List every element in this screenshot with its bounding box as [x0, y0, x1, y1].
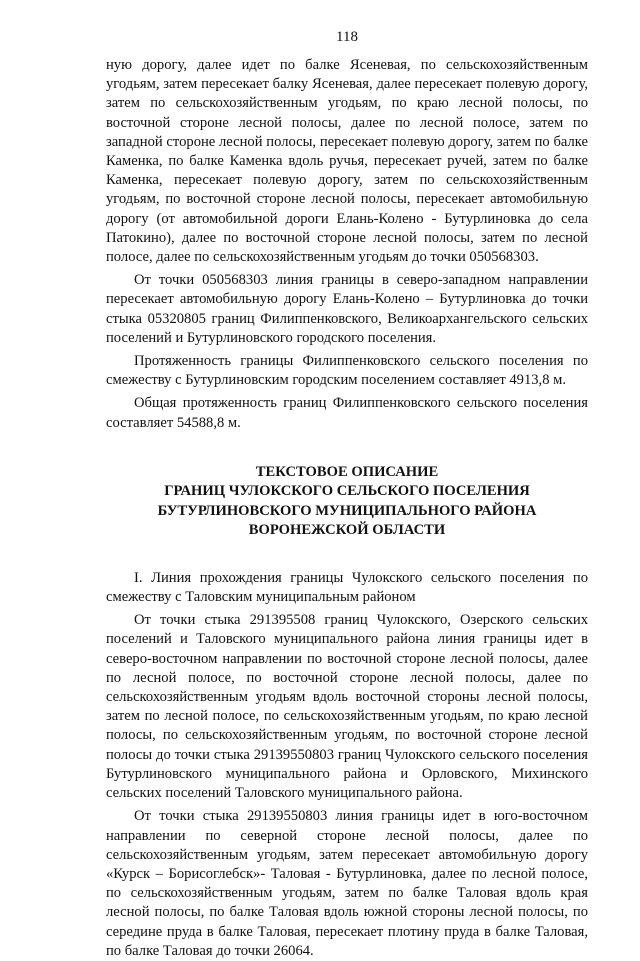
heading-line-1: ТЕКСТОВОЕ ОПИСАНИЕ: [255, 463, 439, 480]
paragraph-continuation: ную дорогу, далее идет по балке Ясеневая, по сельскохозяйственным угодьям, затем пересекает балку Ясеневая, далее пересекает полевую дорогу, затем по сельскохозяйственным угодьям, по краю лесной полосы, по восточной стороне лесной полосы, далее по лесной полосе, затем по западной стороне лесной полосы, пересекает полевую дорогу, затем по балке Каменка, по балке Каменка вдоль ручья, пересекает ручей, затем по балке Каменка, пересекает полевую дорогу, затем по сельскохозяйственным угодьям, по восточной стороне лесной полосы, пересекает автомобильную дорогу (от автомобильной дороги Елань-Колено - Бутурлиновка до села Патокино), далее по восточной стороне лесной полосы, затем по лесной полосе, далее по сельскохозяйственным угодьям до точки 050568303.: [106, 57, 588, 266]
heading-line-2: ГРАНИЦ ЧУЛОКСКОГО СЕЛЬСКОГО ПОСЕЛЕНИЯ: [164, 483, 530, 500]
heading-line-3: БУТУРЛИНОВСКОГО МУНИЦИПАЛЬНОГО РАЙОНА: [157, 502, 537, 519]
paragraph-total-length: Общая протяженность границ Филиппенковского сельского поселения составляет 54588,8 м.: [106, 395, 588, 431]
paragraph-northeast-boundary: От точки стыка 291395508 границ Чулокского, Озерского сельских поселений и Таловского муниципального района линия границы идет в северо-восточном направлении по восточной стороне лесной полосы, далее по лесной полосе, по восточной стороне лесной полосы, далее по сельскохозяйственным угодьям вдоль восточной стороны лесной полосы, затем по лесной полосе, по сельскохозяйственным угодьям, по краю лесной полосы, по сельскохозяйственным угодьям, по восточной стороне лесной полосы до точки стыка 29139550803 границ Чулокского сельского поселения Бутурлиновского муниципального района и Орловского, Михинского сельских поселений Таловского муниципального района.: [106, 612, 588, 802]
heading-line-4: ВОРОНЕЖСКОЙ ОБЛАСТИ: [248, 522, 446, 539]
paragraph-boundary-length: Протяженность границы Филиппенковского сельского поселения по смежеству с Бутурлиновским городским поселением составляет 4913,8 м.: [106, 353, 588, 389]
paragraph-boundary-northwest: От точки 050568303 линия границы в северо-западном направлении пересекает автомобильную дорогу Елань-Колено – Бутурлиновка до точки стыка 05320805 границ Филиппенковского, Великоархангельского сельских поселений и Бутурлиновского городского поселения.: [106, 272, 588, 346]
section-heading: [106, 463, 588, 541]
document-page: [106, 28, 588, 961]
page-number: 118: [336, 29, 358, 45]
paragraph-section-one-title: I. Линия прохождения границы Чулокского сельского поселения по смежеству с Таловским муниципальным районом: [106, 569, 588, 606]
paragraph-southeast-boundary: От точки стыка 29139550803 линия границы идет в юго-восточном направлении по северной стороне лесной полосы, далее по сельскохозяйственным угодьям, затем пересекает автомобильную дорогу «Курск – Борисоглебск»- Таловая - Бутурлиновка, далее по лесной полосе, по сельскохозяйственным угодьям, затем по балке Таловая вдоль края лесной полосы, по балке Таловая вдоль южной стороны лесной полосы, по середине пруда в балке Таловая, пересекает плотину пруда в балке Таловая, по балке Таловая до точки 26064.: [106, 808, 588, 959]
